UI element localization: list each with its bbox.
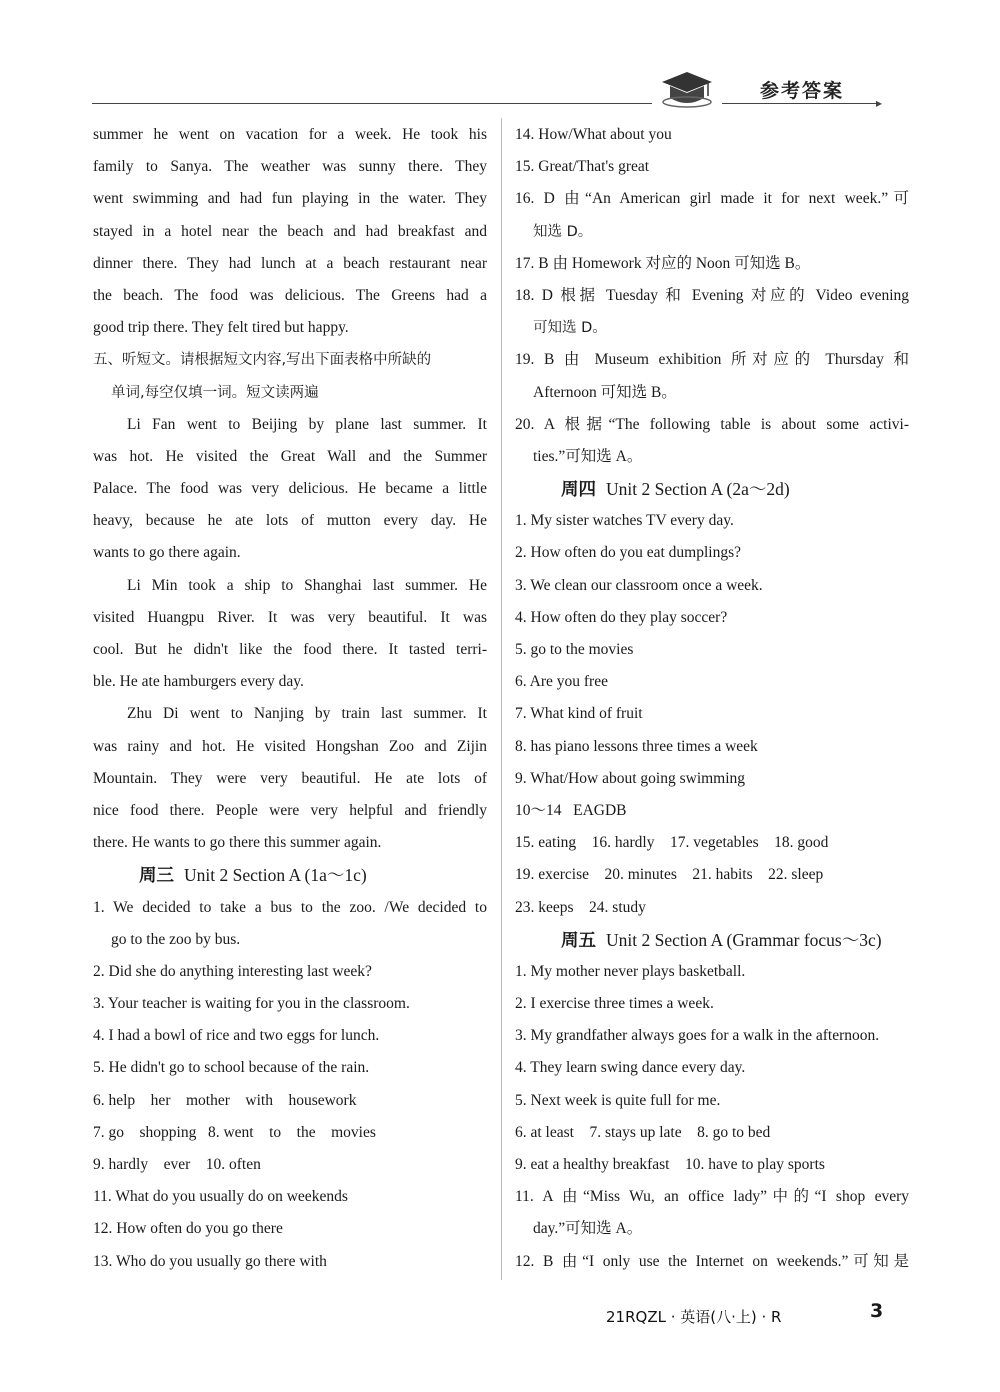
- left-column: [93, 119, 487, 1278]
- text-line: 11. A 由“Miss Wu, an office lady”中的“I shop every: [515, 1188, 909, 1206]
- header-rule-right: [722, 103, 880, 104]
- page-header: [0, 0, 1000, 120]
- text-line: 15. eating 16. hardly 17. vegetables 18. good: [515, 834, 829, 852]
- header-title: 参考答案: [760, 80, 845, 102]
- section-heading: [93, 859, 487, 891]
- text-line: 6. Are you free: [515, 673, 608, 691]
- text-line: 9. hardly ever 10. often: [93, 1156, 261, 1173]
- footer-code: 21RQZL · 英语(八·上) · R: [606, 1308, 782, 1326]
- text-line: nice food there. People were very helpful and friendly: [93, 801, 487, 819]
- text-line: Zhu Di went to Nanjing by train last summer. It: [127, 705, 487, 723]
- text-line: was hot. He visited the Great Wall and the Summer: [93, 447, 487, 465]
- text-line: 20. A 根据“The following table is about some activi-: [515, 415, 909, 433]
- text-line: 1. We decided to take a bus to the zoo. /We decided to: [93, 898, 487, 916]
- text-line: go to the zoo by bus.: [111, 930, 241, 948]
- page-number: 3: [870, 1300, 884, 1322]
- text-line: 单词,每空仅填一词。短文读两遍: [111, 384, 319, 401]
- text-line: Palace. The food was very delicious. He became a little: [93, 480, 487, 498]
- text-line: heavy, because he ate lots of mutton every day. He: [93, 512, 487, 530]
- text-line: ties.”可知选 A。: [533, 447, 643, 465]
- section-day: 周三: [139, 866, 174, 887]
- text-line: 1. My mother never plays basketball.: [515, 962, 746, 980]
- text-line: 7. go shopping 8. went to the movies: [93, 1123, 376, 1141]
- text-line: summer he went on vacation for a week. He took his: [93, 126, 487, 143]
- text-line: Mountain. They were very beautiful. He ate lots of: [93, 769, 487, 787]
- text-line: 16. D 由“An American girl made it for next week.”可: [515, 190, 909, 208]
- text-line: 9. eat a healthy breakfast 10. have to play sports: [515, 1156, 825, 1173]
- text-line: 6. at least 7. stays up late 8. go to bed: [515, 1123, 771, 1141]
- text-line: 7. What kind of fruit: [515, 705, 643, 723]
- section-title: Unit 2 Section A (1a～1c): [184, 865, 367, 886]
- text-line: 14. How/What about you: [515, 126, 672, 143]
- text-line: stayed in a hotel near the beach and had breakfast and: [93, 222, 487, 240]
- text-line: 1. My sister watches TV every day.: [515, 512, 734, 530]
- section-day: 周五: [561, 930, 596, 951]
- section-heading: [515, 924, 909, 956]
- text-line: 知选 D。: [533, 223, 593, 240]
- text-line: 五、听短文。请根据短文内容,写出下面表格中所缺的: [93, 352, 432, 369]
- text-line: 5. go to the movies: [515, 641, 634, 658]
- section-title: Unit 2 Section A (Grammar focus～3c): [606, 929, 882, 950]
- text-line: 11. What do you usually do on weekends: [93, 1188, 348, 1206]
- text-line: went swimming and had fun playing in the water. They: [93, 190, 487, 208]
- text-line: 2. How often do you eat dumplings?: [515, 544, 742, 562]
- text-line: 17. B 由 Homework 对应的 Noon 可知选 B。: [515, 254, 811, 272]
- text-line: 6. help her mother with housework: [93, 1091, 357, 1109]
- text-line: 4. I had a bowl of rice and two eggs for lunch.: [93, 1027, 380, 1045]
- text-line: 10～14 EAGDB: [515, 801, 627, 819]
- text-line: 9. What/How about going swimming: [515, 769, 746, 787]
- text-line: 3. Your teacher is waiting for you in the classroom.: [93, 995, 410, 1013]
- text-line: there. He wants to go there this summer again.: [93, 834, 382, 852]
- header-rule-left: [92, 103, 652, 104]
- text-line: was rainy and hot. He visited Hongshan Zoo and Zijin: [93, 737, 487, 755]
- graduation-cap-icon: [656, 66, 718, 110]
- text-line: 5. He didn't go to school because of the rain.: [93, 1059, 370, 1077]
- text-line: 3. We clean our classroom once a week.: [515, 576, 763, 594]
- text-line: 3. My grandfather always goes for a walk in the afternoon.: [515, 1027, 880, 1045]
- text-line: visited Huangpu River. It was very beautiful. It was: [93, 608, 487, 626]
- text-line: 18. D 根据 Tuesday 和 Evening 对应的 Video evening: [515, 286, 909, 304]
- text-line: 4. How often do they play soccer?: [515, 608, 728, 626]
- text-line: Li Fan went to Beijing by plane last summer. It: [127, 415, 487, 433]
- right-column: [515, 119, 909, 1278]
- text-line: cool. But he didn't like the food there. It tasted terri-: [93, 641, 487, 658]
- text-line: Afternoon 可知选 B。: [533, 383, 677, 401]
- section-title: Unit 2 Section A (2a～2d): [606, 479, 790, 500]
- text-line: 8. has piano lessons three times a week: [515, 737, 758, 755]
- text-line: family to Sanya. The weather was sunny there. They: [93, 158, 487, 176]
- text-line: day.”可知选 A。: [533, 1220, 643, 1238]
- text-line: ble. He ate hamburgers every day.: [93, 673, 304, 691]
- text-line: 12. How often do you go there: [93, 1220, 283, 1238]
- section-heading: [515, 473, 909, 505]
- text-line: 13. Who do you usually go there with: [93, 1252, 327, 1270]
- section-day: 周四: [561, 480, 596, 501]
- text-line: the beach. The food was delicious. The Greens had a: [93, 286, 487, 304]
- text-line: 23. keeps 24. study: [515, 898, 646, 916]
- text-line: wants to go there again.: [93, 544, 241, 562]
- column-divider: [501, 118, 502, 1280]
- text-line: good trip there. They felt tired but happy.: [93, 319, 349, 337]
- text-line: 2. I exercise three times a week.: [515, 995, 714, 1013]
- text-line: 12. B 由“I only use the Internet on weekends.”可知是: [515, 1252, 909, 1270]
- text-line: 19. exercise 20. minutes 21. habits 22. sleep: [515, 866, 824, 884]
- text-line: 2. Did she do anything interesting last week?: [93, 962, 372, 980]
- arrow-icon: ▸: [876, 96, 883, 110]
- text-line: 4. They learn swing dance every day.: [515, 1059, 746, 1077]
- text-line: 5. Next week is quite full for me.: [515, 1091, 721, 1109]
- text-line: Li Min took a ship to Shanghai last summer. He: [127, 576, 487, 594]
- text-line: dinner there. They had lunch at a beach restaurant near: [93, 254, 487, 272]
- text-line: 可知选 D。: [533, 320, 607, 337]
- text-line: 19. B 由 Museum exhibition 所对应的 Thursday 和: [515, 351, 909, 369]
- text-line: 15. Great/That's great: [515, 158, 650, 176]
